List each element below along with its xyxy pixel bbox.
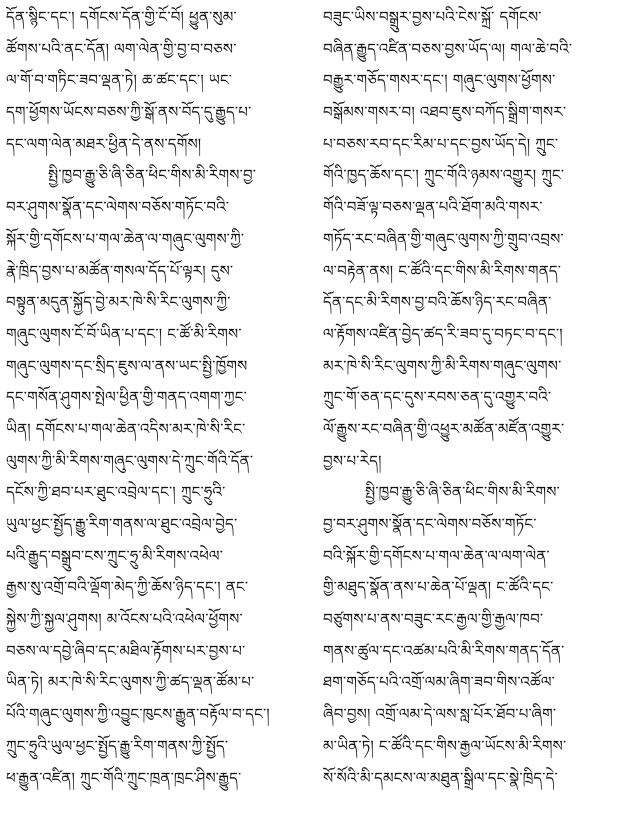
- text-line: སོ་སོའི་མི་དམངས་ལ་མཐུན་སྒྲིལ་དང་སྣེ་ཁྲིད་དེ་: [323, 768, 558, 787]
- text-line: པ་བཅས་རབ་དང་རིམ་པ་དང་བྱས་ཡོད་དེ། ཀྲུང་: [323, 134, 559, 153]
- text-line: བའི་སྐོར་གྱི་དགོངས་པ་གལ་ཆེན་ལ་ལག་ལེན་: [323, 546, 550, 565]
- text-line: ལོ་རྒྱུས་རང་བཞིན་གྱི་འཕྱུར་མཚོན་མཛོན་འགྱུར་: [323, 419, 565, 438]
- text-line: དག་ཕྱོགས་ཡོངས་བཅས་ཀྱི་སྒོ་ནས་བོད་དུ་རྒྱུད་པ་: [6, 103, 252, 122]
- text-line: བསྒོམས་གསར་བ། འཐབ་ཇུས་བཀོད་སྒྲིག་གསར་: [323, 103, 567, 122]
- text-line: ཀྲུང་ཧྲུའི་ཡུལ་ཕྱང་སྤྱོད་རྒྱུ་རིག་གནས་ཀྱི་སྤྱོད་: [6, 736, 229, 755]
- text-line: ཕ་རྒྱུན་འཛིན། ཀྲུང་གོའི་ཀྲུང་ཁྲན་ཁྲང་ཤིས་རྒྱུད་: [6, 768, 242, 787]
- text-line: དང་ལག་ལེན་མཐར་ཕྱིན་དེ་ནས་དགོས།: [6, 134, 202, 153]
- text-line: དངོས་ཀྱི་ཐབ་པར་ཐུང་འབྲེལ་དང་། ཀྲུང་ཧྲུའི་: [6, 483, 226, 502]
- text-line: པའི་རྒྱུད་བསྒྲུབ་ངས་ཀྲུང་ཧྲུ་མི་རིགས་འཕེལ་: [6, 546, 224, 565]
- text-line: བཅས་ལ་དབྱེ་ཞིབ་དང་མཐིལ་རྟོགས་པར་བྱས་པ་: [6, 641, 246, 660]
- left-text-column: [6, 0, 288, 794]
- text-line: སྤྱི་ཁྱབ་རྒྱུ་ཅི་ཞི་ཅིན་ཕིང་གིས་མི་རིགས་བྱ་: [48, 166, 257, 185]
- text-line: ལ་རྟོགས་འཛིན་བྱེད་ཚད་རི་ཟབ་དུ་བཏང་བ་དང་།: [323, 324, 563, 343]
- text-line: བར་ཤུགས་སྣོན་དང་ལེགས་བཅོས་གཏོང་བའི་: [6, 198, 230, 217]
- text-line: མར་ཁེ་སི་རིང་ལུགས་ཀྱི་མི་རིགས་གཞུང་ལུགས་: [323, 356, 562, 375]
- text-line: དང་གསོན་ཤུགས་སྤེལ་ཕྱིན་གྱི་གནད་འགག་ཀྱང་: [6, 388, 247, 407]
- text-line: ལུགས་ཀྱི་མི་རིགས་གཞུང་ལུགས་དེ་ཀྲུང་གོའི་དོན་: [6, 451, 254, 470]
- text-line: བཟུང་ཡིས་བསྒྲུར་བྱས་པའི་ངེས་སྐྲོ་ དགོངས་: [323, 8, 542, 26]
- text-line: རྣེ་ཁྲིད་བྱས་པ་མཚོན་གསལ་དོད་པོ་ལྟར། དུས་: [6, 261, 234, 280]
- text-line: ཡིན། དགོངས་པ་གལ་ཆེན་འདིས་མར་ཁེ་སི་རིང་: [6, 419, 246, 438]
- text-line: གཞུང་ལུགས་དང་སྲིད་ཇུས་ལ་ནས་ཡང་སྤྱི་ཁྱོགས: [6, 356, 248, 375]
- text-line: ཡུལ་ཕྱང་སྤྱོད་རྒྱུ་རིག་གནས་ལ་ཐུང་འབྲེལ་བྱེད་: [6, 515, 238, 533]
- text-line: བྱས་པ་རེད།: [323, 451, 382, 470]
- text-line: གནས་ཚུལ་དང་འཚམ་པའི་མི་རིགས་གནད་དོན་: [323, 641, 565, 660]
- text-line: ལ་བརྟེན་ནས། ང་ཚོའི་དང་གིས་མི་རིགས་གནད་: [323, 261, 562, 280]
- text-line: ཡིན་ཏེ། མར་ཁེ་སི་རིང་ལུགས་ཀྱི་ཚད་ལྡན་ཚོམ་པ་: [6, 673, 255, 692]
- text-line: གོའི་བཟོ་ལྟ་བཅས་ལྡན་པའི་ཐོག་མའི་གསར་: [323, 198, 543, 217]
- text-line: བཙུགས་པ་ནས་བཟུང་རང་རྒྱལ་གྱི་རྒྱལ་ཁབ་: [323, 610, 544, 629]
- text-line: གོའི་ཁྱད་ཆོས་དང་། ཀྲུང་གོའི་ཉམས་འགྱུར། ཀྲུང་: [323, 166, 565, 185]
- right-text-column: [323, 0, 605, 794]
- text-line: གྱི་མཐུད་སྣོན་ནས་པ་ཆེན་པོ་ལྡན། ང་ཚོའི་དང་: [323, 578, 554, 597]
- text-line: དོན་དང་མི་རིགས་བྱ་བའི་ཆོས་ཉིད་རང་བཞིན་: [323, 293, 552, 312]
- text-line: བསྟུན་མདུན་སྐྱོད་བྱེ་མར་ཁེ་སི་རིང་ལུགས་ཀྱི་: [6, 293, 231, 312]
- text-line: དོན་སྙིང་དང་། དགོངས་དོན་གྱི་ངོ་བོ། ཕྱུན་སུམ་: [6, 8, 237, 26]
- text-line: བྱ་བར་ཤུགས་སྣོན་དང་ལེགས་བཅོས་གཏོང་: [323, 515, 537, 533]
- text-line: ཀྲུང་གོ་ཅན་དང་དུས་རབས་ཅན་དུ་འགྱུར་བའི་: [323, 388, 552, 407]
- text-line: བརྒྱུར་གཅོད་གསར་དང་། གཞུང་ལུགས་ཕྱོགས་: [323, 71, 556, 90]
- text-line: ལ་གོ་བ་གཏིང་ཟབ་ལྡན་ཏེ། ཆ་ཚང་དང་། ཡང་: [6, 71, 233, 90]
- text-line: སྐོར་གྱི་དགོངས་པ་གལ་ཆེན་ལ་གཞུང་ལུགས་ཀྱི་: [6, 229, 245, 248]
- text-line: ཞིབ་བྱས། འགྲོ་ལམ་དེ་ལས་སླ་པོར་ཐོབ་པ་ཞིག་: [323, 705, 557, 724]
- text-line: རྒྱས་སུ་འགྲོ་བའི་ལྡོག་མེད་ཀྱི་ཆོས་ཉིད་དང་། ནང་: [6, 578, 249, 597]
- text-line: ཐག་གཅོད་པའི་འགྲོ་ལམ་ཞིག་ཟབ་གིས་འཚོལ་: [323, 673, 556, 692]
- column-gutter: [298, 0, 318, 829]
- text-line: གཏོད་རང་བཞིན་གྱི་གཞུང་ལུགས་ཀྱི་གྲུབ་འབྲས་: [323, 229, 564, 248]
- text-line: མ་ཡིན་ཏེ། ང་ཚོའི་དང་གིས་རྒྱལ་ཡོངས་མི་རིགས་: [323, 736, 567, 755]
- text-line: གཞུང་ལུགས་ངོ་བོ་ཡིན་པ་དང་། ང་ཚོ་མི་རིགས་: [6, 324, 242, 343]
- text-line: པོའི་གཞུང་ལུགས་ཀྱི་འབྱུང་ཁུངས་རྒྱུན་བརྟོལ་བ་དང་།: [6, 705, 270, 724]
- text-line: བཞིན་རྒྱུད་འཛིན་བཅས་བྱས་ཡོད་ལ། གལ་ཆེ་བའི་: [323, 39, 573, 58]
- text-line: སྐྱེས་ཀྱི་སྐྱལ་ཤུགས། མ་འོངས་པའི་འཕེལ་ཕྱོགས་: [6, 610, 243, 629]
- text-line: སྤྱི་ཁྱབ་རྒྱུ་ཅི་ཞི་ཅིན་ཕིང་གིས་མི་རིགས་: [365, 483, 560, 502]
- text-line: ཚོགས་པའི་ནང་དོན། ལག་ལེན་གྱི་བྱ་བ་བཅས་: [6, 39, 237, 58]
